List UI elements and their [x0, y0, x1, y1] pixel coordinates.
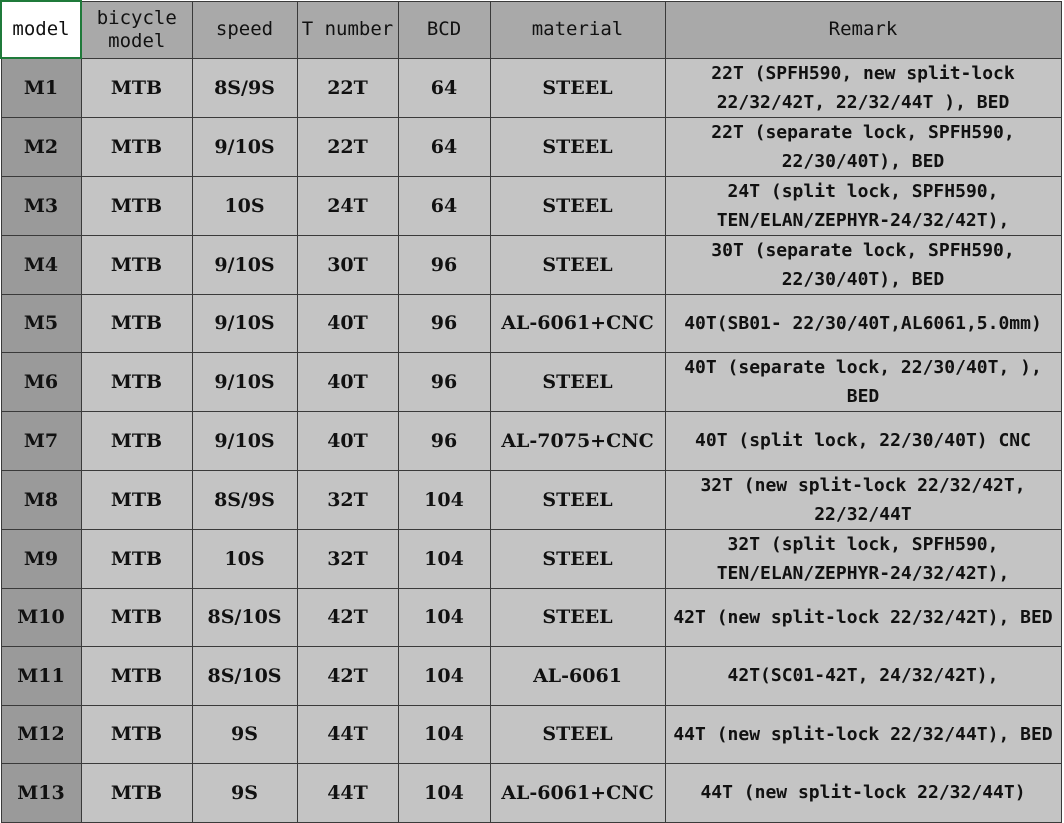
- cell-speed[interactable]: 9/10S: [192, 412, 297, 471]
- cell-remark[interactable]: 30T (separate lock, SPFH590, 22/30/40T), BED: [665, 235, 1061, 294]
- header-material[interactable]: material: [490, 1, 665, 58]
- cell-bcd[interactable]: 104: [398, 764, 490, 823]
- cell-model[interactable]: M10: [1, 588, 81, 647]
- cell-material[interactable]: STEEL: [490, 58, 665, 117]
- table-body: [1, 58, 1061, 822]
- cell-speed[interactable]: 8S/9S: [192, 58, 297, 117]
- cell-model[interactable]: M11: [1, 647, 81, 706]
- cell-material[interactable]: STEEL: [490, 529, 665, 588]
- cell-remark[interactable]: 40T(SB01- 22/30/40T,AL6061,5.0mm): [665, 294, 1061, 353]
- cell-t-number[interactable]: 22T: [297, 117, 398, 176]
- cell-model[interactable]: M9: [1, 529, 81, 588]
- cell-bcd[interactable]: 64: [398, 176, 490, 235]
- cell-bcd[interactable]: 104: [398, 588, 490, 647]
- cell-material[interactable]: STEEL: [490, 353, 665, 412]
- cell-bicycle-model[interactable]: MTB: [81, 235, 192, 294]
- cell-model[interactable]: M1: [1, 58, 81, 117]
- cell-bicycle-model[interactable]: MTB: [81, 705, 192, 764]
- cell-remark[interactable]: 32T (split lock, SPFH590, TEN/ELAN/ZEPHYR-24/32/42T),: [665, 529, 1061, 588]
- cell-speed[interactable]: 10S: [192, 176, 297, 235]
- table-header: [1, 1, 1061, 58]
- cell-bicycle-model[interactable]: MTB: [81, 647, 192, 706]
- cell-bicycle-model[interactable]: MTB: [81, 294, 192, 353]
- cell-t-number[interactable]: 30T: [297, 235, 398, 294]
- cell-speed[interactable]: 8S/10S: [192, 647, 297, 706]
- cell-bcd[interactable]: 96: [398, 412, 490, 471]
- cell-speed[interactable]: 9/10S: [192, 353, 297, 412]
- table-row: [1, 58, 1061, 117]
- cell-t-number[interactable]: 40T: [297, 353, 398, 412]
- header-t-number[interactable]: T number: [297, 1, 398, 58]
- cell-speed[interactable]: 9/10S: [192, 235, 297, 294]
- table-row: [1, 117, 1061, 176]
- cell-remark[interactable]: 32T (new split-lock 22/32/42T, 22/32/44T: [665, 470, 1061, 529]
- cell-speed[interactable]: 8S/10S: [192, 588, 297, 647]
- header-remark[interactable]: Remark: [665, 1, 1061, 58]
- cell-t-number[interactable]: 42T: [297, 588, 398, 647]
- cell-remark[interactable]: 42T(SC01-42T, 24/32/42T),: [665, 647, 1061, 706]
- cell-bcd[interactable]: 96: [398, 235, 490, 294]
- cell-remark[interactable]: 40T (separate lock, 22/30/40T, ), BED: [665, 353, 1061, 412]
- cell-bcd[interactable]: 64: [398, 117, 490, 176]
- table-row: [1, 412, 1061, 471]
- cell-model[interactable]: M7: [1, 412, 81, 471]
- cell-material[interactable]: STEEL: [490, 176, 665, 235]
- header-row: [1, 1, 1061, 58]
- header-speed[interactable]: speed: [192, 1, 297, 58]
- cell-speed[interactable]: 9/10S: [192, 294, 297, 353]
- table-row: [1, 764, 1061, 823]
- cell-material[interactable]: STEEL: [490, 588, 665, 647]
- cell-material[interactable]: AL-7075+CNC: [490, 412, 665, 471]
- cell-speed[interactable]: 9S: [192, 705, 297, 764]
- cell-t-number[interactable]: 40T: [297, 412, 398, 471]
- cell-t-number[interactable]: 42T: [297, 647, 398, 706]
- table-row: [1, 235, 1061, 294]
- cell-model[interactable]: M4: [1, 235, 81, 294]
- cell-model[interactable]: M8: [1, 470, 81, 529]
- cell-remark[interactable]: 42T (new split-lock 22/32/42T), BED: [665, 588, 1061, 647]
- cell-model[interactable]: M3: [1, 176, 81, 235]
- cell-material[interactable]: AL-6061+CNC: [490, 764, 665, 823]
- cell-remark[interactable]: 24T (split lock, SPFH590, TEN/ELAN/ZEPHYR-24/32/42T),: [665, 176, 1061, 235]
- header-model[interactable]: model: [1, 1, 81, 58]
- cell-model[interactable]: M2: [1, 117, 81, 176]
- cell-remark[interactable]: 44T (new split-lock 22/32/44T), BED: [665, 705, 1061, 764]
- cell-remark[interactable]: 22T (separate lock, SPFH590, 22/30/40T), BED: [665, 117, 1061, 176]
- cell-bicycle-model[interactable]: MTB: [81, 470, 192, 529]
- cell-t-number[interactable]: 44T: [297, 764, 398, 823]
- table-row: [1, 705, 1061, 764]
- cell-model[interactable]: M6: [1, 353, 81, 412]
- cell-t-number[interactable]: 32T: [297, 529, 398, 588]
- cell-t-number[interactable]: 32T: [297, 470, 398, 529]
- table-row: [1, 353, 1061, 412]
- cell-bicycle-model[interactable]: MTB: [81, 353, 192, 412]
- cell-model[interactable]: M5: [1, 294, 81, 353]
- cell-material[interactable]: STEEL: [490, 705, 665, 764]
- cell-bicycle-model[interactable]: MTB: [81, 764, 192, 823]
- table-row: [1, 294, 1061, 353]
- cell-speed[interactable]: 8S/9S: [192, 470, 297, 529]
- cell-speed[interactable]: 9S: [192, 764, 297, 823]
- header-bicycle-model[interactable]: bicycle model: [81, 1, 192, 58]
- table-row: [1, 470, 1061, 529]
- cell-bicycle-model[interactable]: MTB: [81, 588, 192, 647]
- cell-remark[interactable]: 40T (split lock, 22/30/40T) CNC: [665, 412, 1061, 471]
- table-row: [1, 647, 1061, 706]
- cell-bcd[interactable]: 104: [398, 705, 490, 764]
- cell-bcd[interactable]: 96: [398, 353, 490, 412]
- cell-model[interactable]: M13: [1, 764, 81, 823]
- cell-bcd[interactable]: 104: [398, 647, 490, 706]
- cell-bicycle-model[interactable]: MTB: [81, 117, 192, 176]
- cell-material[interactable]: AL-6061: [490, 647, 665, 706]
- cell-speed[interactable]: 9/10S: [192, 117, 297, 176]
- cell-material[interactable]: AL-6061+CNC: [490, 294, 665, 353]
- cell-t-number[interactable]: 44T: [297, 705, 398, 764]
- table-row: [1, 588, 1061, 647]
- cell-speed[interactable]: 10S: [192, 529, 297, 588]
- cell-t-number[interactable]: 22T: [297, 58, 398, 117]
- cell-material[interactable]: STEEL: [490, 117, 665, 176]
- cell-remark[interactable]: 44T (new split-lock 22/32/44T): [665, 764, 1061, 823]
- cell-remark[interactable]: 22T (SPFH590, new split-lock 22/32/42T, 22/32/44T ), BED: [665, 58, 1061, 117]
- cell-t-number[interactable]: 40T: [297, 294, 398, 353]
- table-row: [1, 176, 1061, 235]
- cell-bicycle-model[interactable]: MTB: [81, 58, 192, 117]
- cell-bicycle-model[interactable]: MTB: [81, 176, 192, 235]
- cell-bcd[interactable]: 104: [398, 470, 490, 529]
- cell-bcd[interactable]: 96: [398, 294, 490, 353]
- cell-model[interactable]: M12: [1, 705, 81, 764]
- cell-bicycle-model[interactable]: MTB: [81, 412, 192, 471]
- cell-t-number[interactable]: 24T: [297, 176, 398, 235]
- cell-material[interactable]: STEEL: [490, 470, 665, 529]
- cell-bcd[interactable]: 104: [398, 529, 490, 588]
- cell-bicycle-model[interactable]: MTB: [81, 529, 192, 588]
- table-row: [1, 529, 1061, 588]
- header-bcd[interactable]: BCD: [398, 1, 490, 58]
- cell-material[interactable]: STEEL: [490, 235, 665, 294]
- cell-bcd[interactable]: 64: [398, 58, 490, 117]
